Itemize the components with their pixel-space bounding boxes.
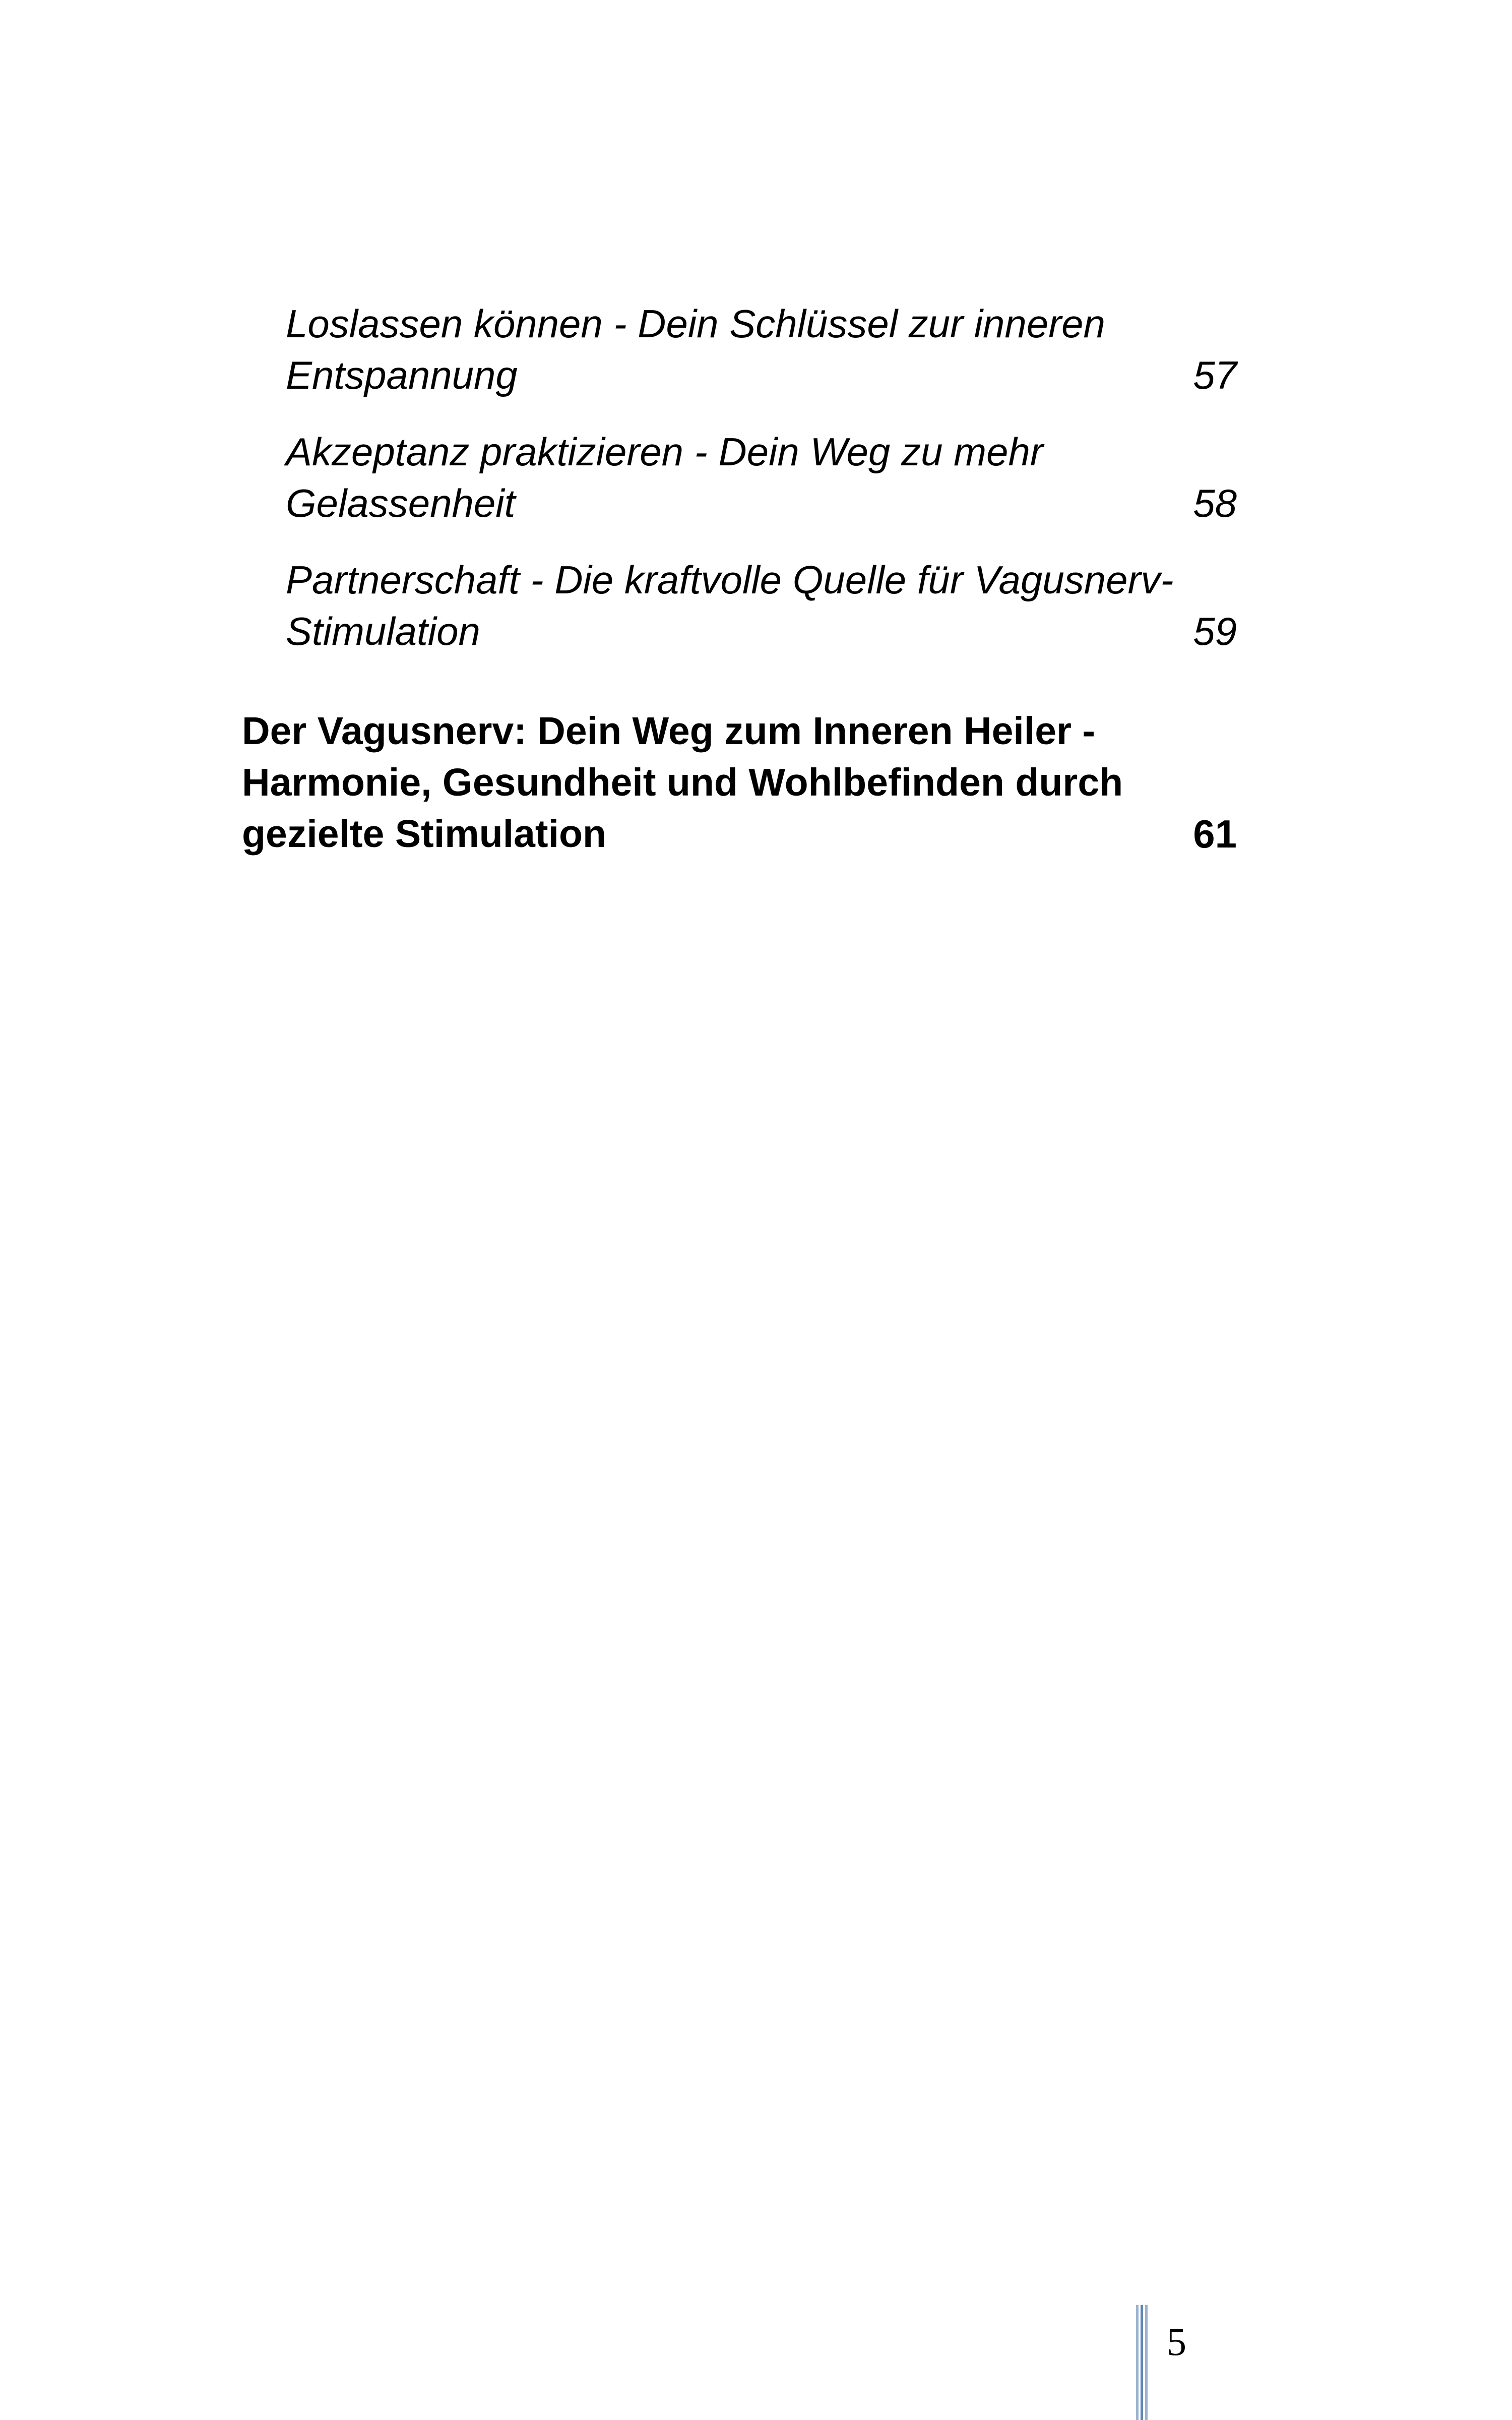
toc-chapter-page-number: 61: [1193, 812, 1237, 856]
toc-entry-title-line: Partnerschaft - Die kraftvolle Quelle für Vagusnerv-: [286, 558, 1174, 602]
page-number: 5: [1167, 2320, 1186, 2364]
toc-chapter-title-line: Der Vagusnerv: Dein Weg zum Inneren Heiler -: [242, 709, 1096, 753]
toc-chapter-title-line: gezielte Stimulation: [242, 812, 607, 856]
footer-rule-line: [1145, 2305, 1148, 2420]
toc-entry-title-line: Loslassen können - Dein Schlüssel zur inneren: [286, 301, 1105, 346]
toc-chapter-title-line: Harmonie, Gesundheit und Wohlbefinden durch: [242, 761, 1123, 804]
toc-entry-title-line: Akzeptanz praktizieren - Dein Weg zu mehr: [286, 430, 1043, 474]
toc-entry-page-number: 57: [1193, 353, 1237, 397]
toc-entry-title-line: Gelassenheit: [286, 481, 516, 525]
toc-entry-title-line: Entspannung: [286, 353, 518, 397]
toc-entry-title-line: Stimulation: [286, 609, 480, 653]
toc-entry-page-number: 58: [1193, 481, 1237, 525]
footer-rule-line: [1141, 2305, 1143, 2420]
footer-rule-line: [1136, 2305, 1139, 2420]
footer-rule: [1136, 2305, 1156, 2420]
toc-entry-page-number: 59: [1193, 609, 1237, 653]
